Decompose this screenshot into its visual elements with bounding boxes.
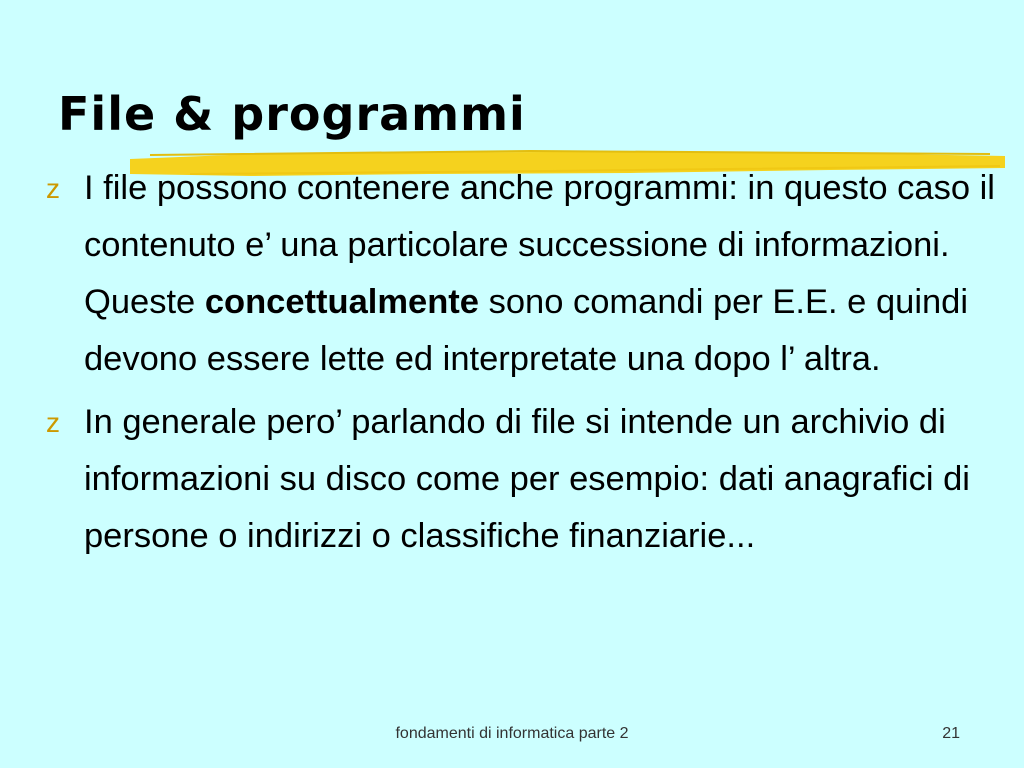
page-number: 21 (942, 725, 960, 742)
bullet-text-part: I file possono contenere anche programmi: in questo caso il contenuto e’ una particolare successione di informazioni. Queste (84, 169, 995, 321)
footer-text: fondamenti di informatica parte 2 (395, 725, 629, 742)
bullet-list (46, 160, 1018, 571)
z-bullet-icon: z (46, 407, 60, 438)
slide-footer (0, 722, 1024, 746)
bullet-text-part: sono comandi per E.E. e quindi devono essere lette ed interpretate una dopo l’ altra. (84, 283, 969, 378)
bullet-text: In generale pero’ parlando di file si intende un archivio di informazioni su disco come per esempio: dati anagrafici di persone o indirizzi o classifiche finanziarie... (84, 403, 970, 555)
bullet-item (46, 160, 1018, 388)
bullet-text-emphasis: concettualmente (204, 283, 479, 321)
slide-title: File & programmi (58, 87, 526, 141)
bullet-item (46, 394, 1018, 565)
z-bullet-icon: z (46, 173, 60, 204)
